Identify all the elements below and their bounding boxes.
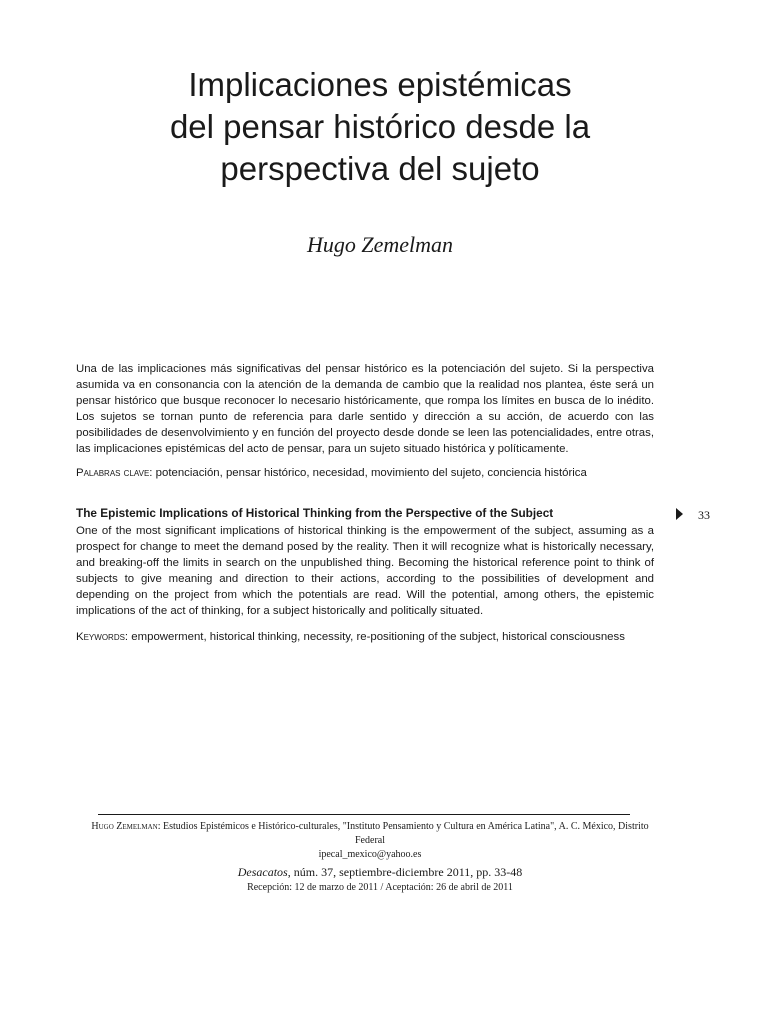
title-line: perspectiva del sujeto bbox=[220, 150, 540, 187]
title-line: Implicaciones epistémicas bbox=[188, 66, 572, 103]
abstract-spanish: Una de las implicaciones más significativas del pensar histórico es la potenciación del sujeto. Si la perspectiva asumida va en consonancia con la atención de la demanda de cambio que la realidad nos plantea, éste será un pensar histórico que busque reconocer lo necesario históricamente, que rompa los límites en busca de lo inédito. Los sujetos se tornan punto de referencia para darle sentido y dirección a su acción, de acuerdo con las posibilidades de desenvolvimiento y en función del proyecto desde donde se leen las potencialidades, entre otras, las implicaciones epistémicas del acto de pensar, para un sujeto situado histórica y políticamente. bbox=[76, 363, 654, 456]
keywords-list: empowerment, historical thinking, necessity, re-positioning of the subject, historical consciousness bbox=[131, 631, 625, 643]
triangle-right-icon bbox=[676, 508, 683, 520]
article-title bbox=[100, 64, 660, 190]
author-name: Hugo Zemelman bbox=[306, 232, 454, 257]
keywords-english bbox=[76, 629, 676, 645]
abstract-english: One of the most significant implications of historical thinking is the empowerment of the subject, assuming as a prospect for change to meet the demand posed by the reality. Then it will recognize what is historically necessary, and breaking-off the limits in search on the unpublished thing. Becoming the historical reference point to think of subjects to give meaning and direction to their actions, according to the possibilities of development and depending on the project from which the potentials are read. Will the potential, among others, the epistemic implications of the act of thinking, for a subject historically and politically situated. bbox=[76, 525, 654, 618]
page-number: 33 bbox=[698, 508, 710, 522]
affiliation-text: Estudios Epistémicos e Histórico-culturales, "Instituto Pensamiento y Cultura en América Latina", A. C. México, Distrito Federal bbox=[163, 821, 649, 846]
journal-citation bbox=[80, 864, 680, 880]
journal-name: Desacatos bbox=[237, 865, 288, 879]
keywords-spanish bbox=[76, 465, 654, 481]
author-affiliation bbox=[90, 820, 650, 862]
title-line: del pensar histórico desde la bbox=[169, 108, 591, 145]
reception-dates: Recepción: 12 de marzo de 2011 / Aceptación: 26 de abril de 2011 bbox=[247, 882, 513, 893]
english-abstract-title: The Epistemic Implications of Historical Thinking from the Perspective of the Subject bbox=[76, 506, 554, 520]
footer-divider bbox=[98, 814, 630, 815]
keywords-list: potenciación, pensar histórico, necesidad, movimiento del sujeto, conciencia histórica bbox=[155, 467, 587, 479]
author-email: ipecal_mexico@yahoo.es bbox=[318, 849, 422, 860]
keywords-label: Keywords: bbox=[76, 631, 129, 643]
footer-author: Hugo Zemelman: bbox=[91, 821, 161, 832]
citation-details: , núm. 37, septiembre-diciembre 2011, pp. 33-48 bbox=[287, 865, 523, 879]
keywords-label: Palabras clave: bbox=[76, 467, 153, 479]
